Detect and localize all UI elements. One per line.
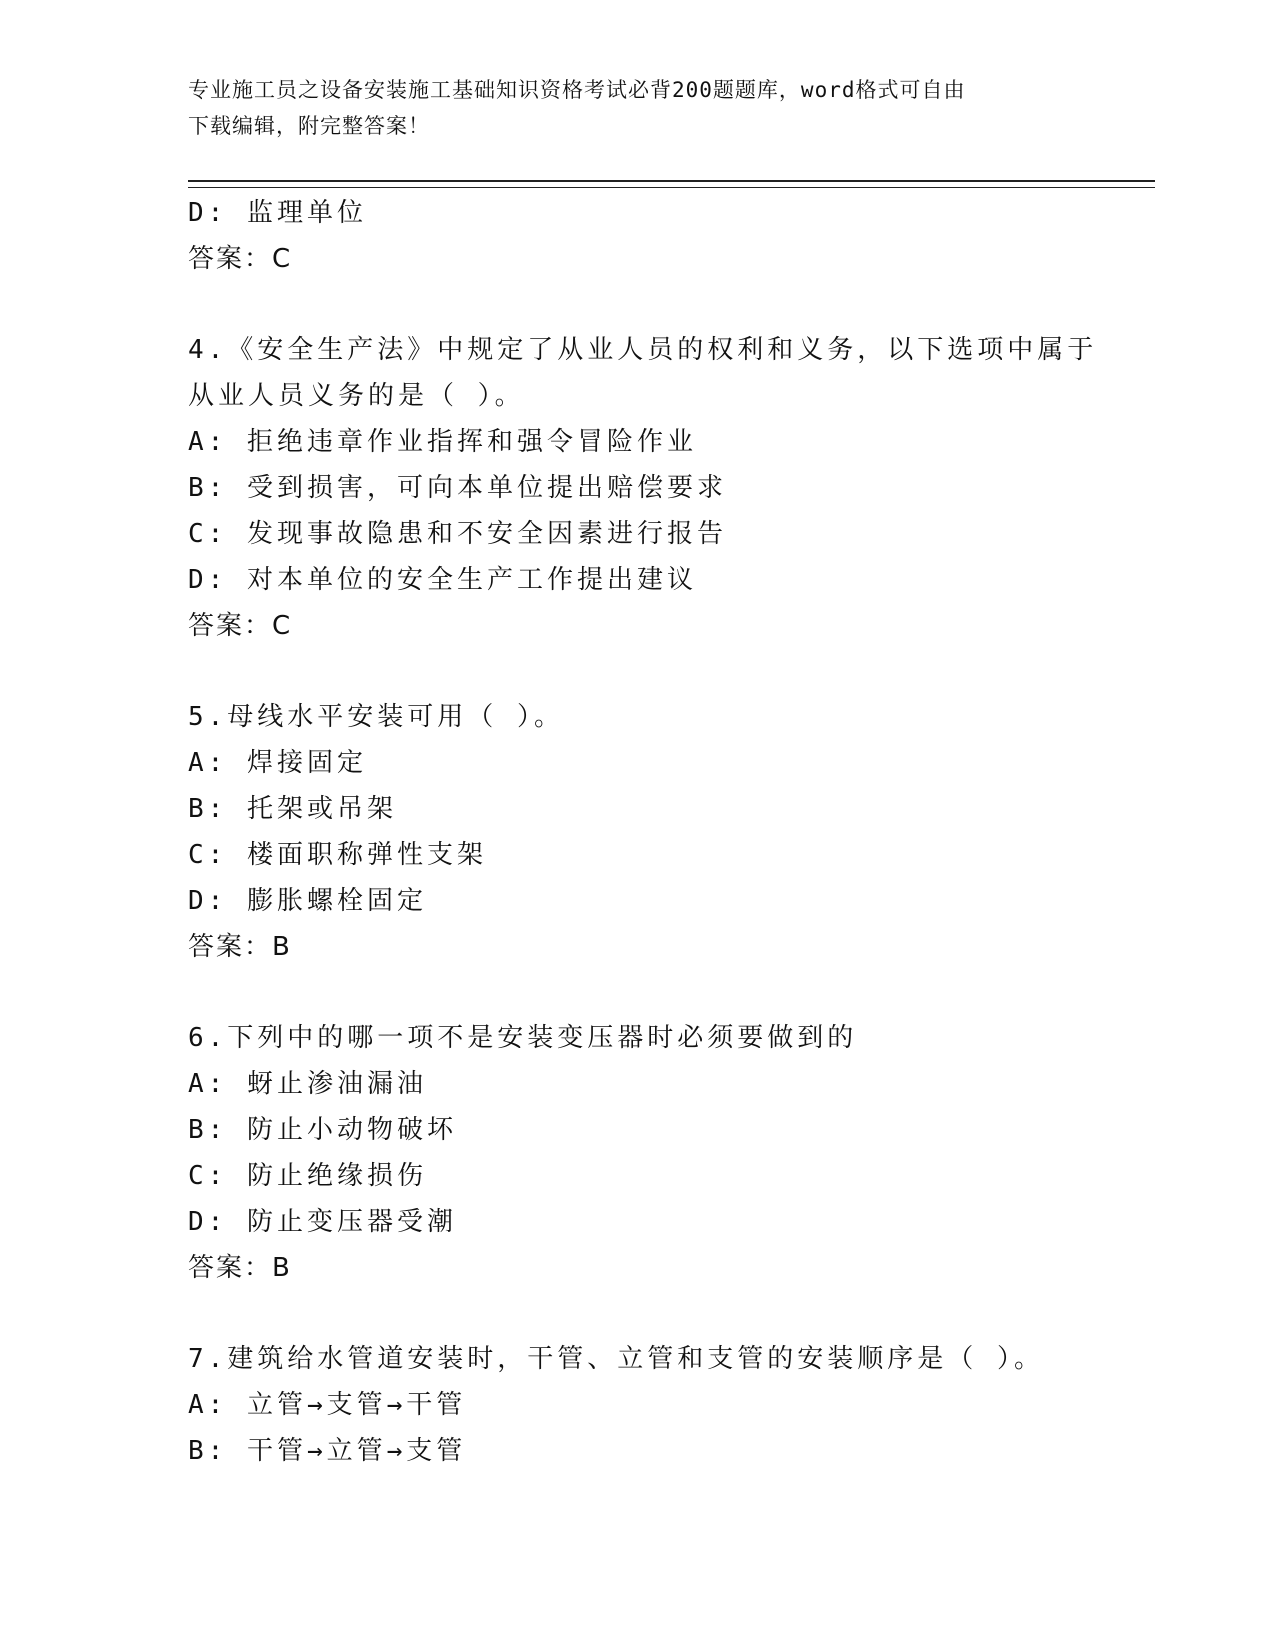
option-c: C: 防止绝缘损伤 — [188, 1161, 427, 1191]
header-divider — [188, 180, 1155, 188]
option-d: D: 监理单位 — [188, 198, 367, 228]
spacer — [188, 970, 1108, 1015]
answer-line: 答案：C — [188, 244, 293, 274]
question-stem: 4.《安全生产法》中规定了从业人员的权利和义务，以下选项中属于 — [188, 335, 1098, 365]
question-block-5 — [188, 694, 1108, 970]
option-d: D: 膨胀螺栓固定 — [188, 886, 427, 916]
question-block-4 — [188, 327, 1108, 649]
option-a: A: 拒绝违章作业指挥和强令冒险作业 — [188, 427, 697, 457]
header-line-1: 专业施工员之设备安装施工基础知识资格考试必背200题题库，word格式可自由 — [188, 78, 966, 102]
question-block-7 — [188, 1336, 1108, 1474]
option-a: A: 立管→支管→干管 — [188, 1390, 467, 1420]
option-c: C: 楼面职称弹性支架 — [188, 840, 487, 870]
option-d: D: 防止变压器受潮 — [188, 1207, 457, 1237]
question-stem: 从业人员义务的是（ ）。 — [188, 381, 525, 411]
spacer — [188, 1291, 1108, 1336]
option-b: B: 防止小动物破坏 — [188, 1115, 457, 1145]
answer-line: 答案：C — [188, 611, 293, 641]
question-block-6 — [188, 1015, 1108, 1291]
option-a: A: 焊接固定 — [188, 748, 367, 778]
spacer — [188, 282, 1108, 327]
option-a: A: 蚜止渗油漏油 — [188, 1069, 427, 1099]
answer-line: 答案：B — [188, 932, 292, 962]
question-stem: 6.下列中的哪一项不是安装变压器时必须要做到的 — [188, 1023, 858, 1053]
question-block-partial — [188, 190, 1108, 282]
option-c: C: 发现事故隐患和不安全因素进行报告 — [188, 519, 727, 549]
option-d: D: 对本单位的安全生产工作提出建议 — [188, 565, 697, 595]
question-stem: 7.建筑给水管道安装时，干管、立管和支管的安装顺序是（ ）。 — [188, 1344, 1044, 1374]
question-stem: 5.母线水平安装可用（ ）。 — [188, 702, 564, 732]
option-b: B: 托架或吊架 — [188, 794, 397, 824]
question-list — [188, 190, 1108, 1474]
answer-line: 答案：B — [188, 1253, 292, 1283]
option-b: B: 受到损害，可向本单位提出赔偿要求 — [188, 473, 727, 503]
header-line-2: 下载编辑，附完整答案！ — [188, 114, 430, 138]
document-header — [188, 72, 1088, 144]
option-b: B: 干管→立管→支管 — [188, 1436, 467, 1466]
spacer — [188, 649, 1108, 694]
